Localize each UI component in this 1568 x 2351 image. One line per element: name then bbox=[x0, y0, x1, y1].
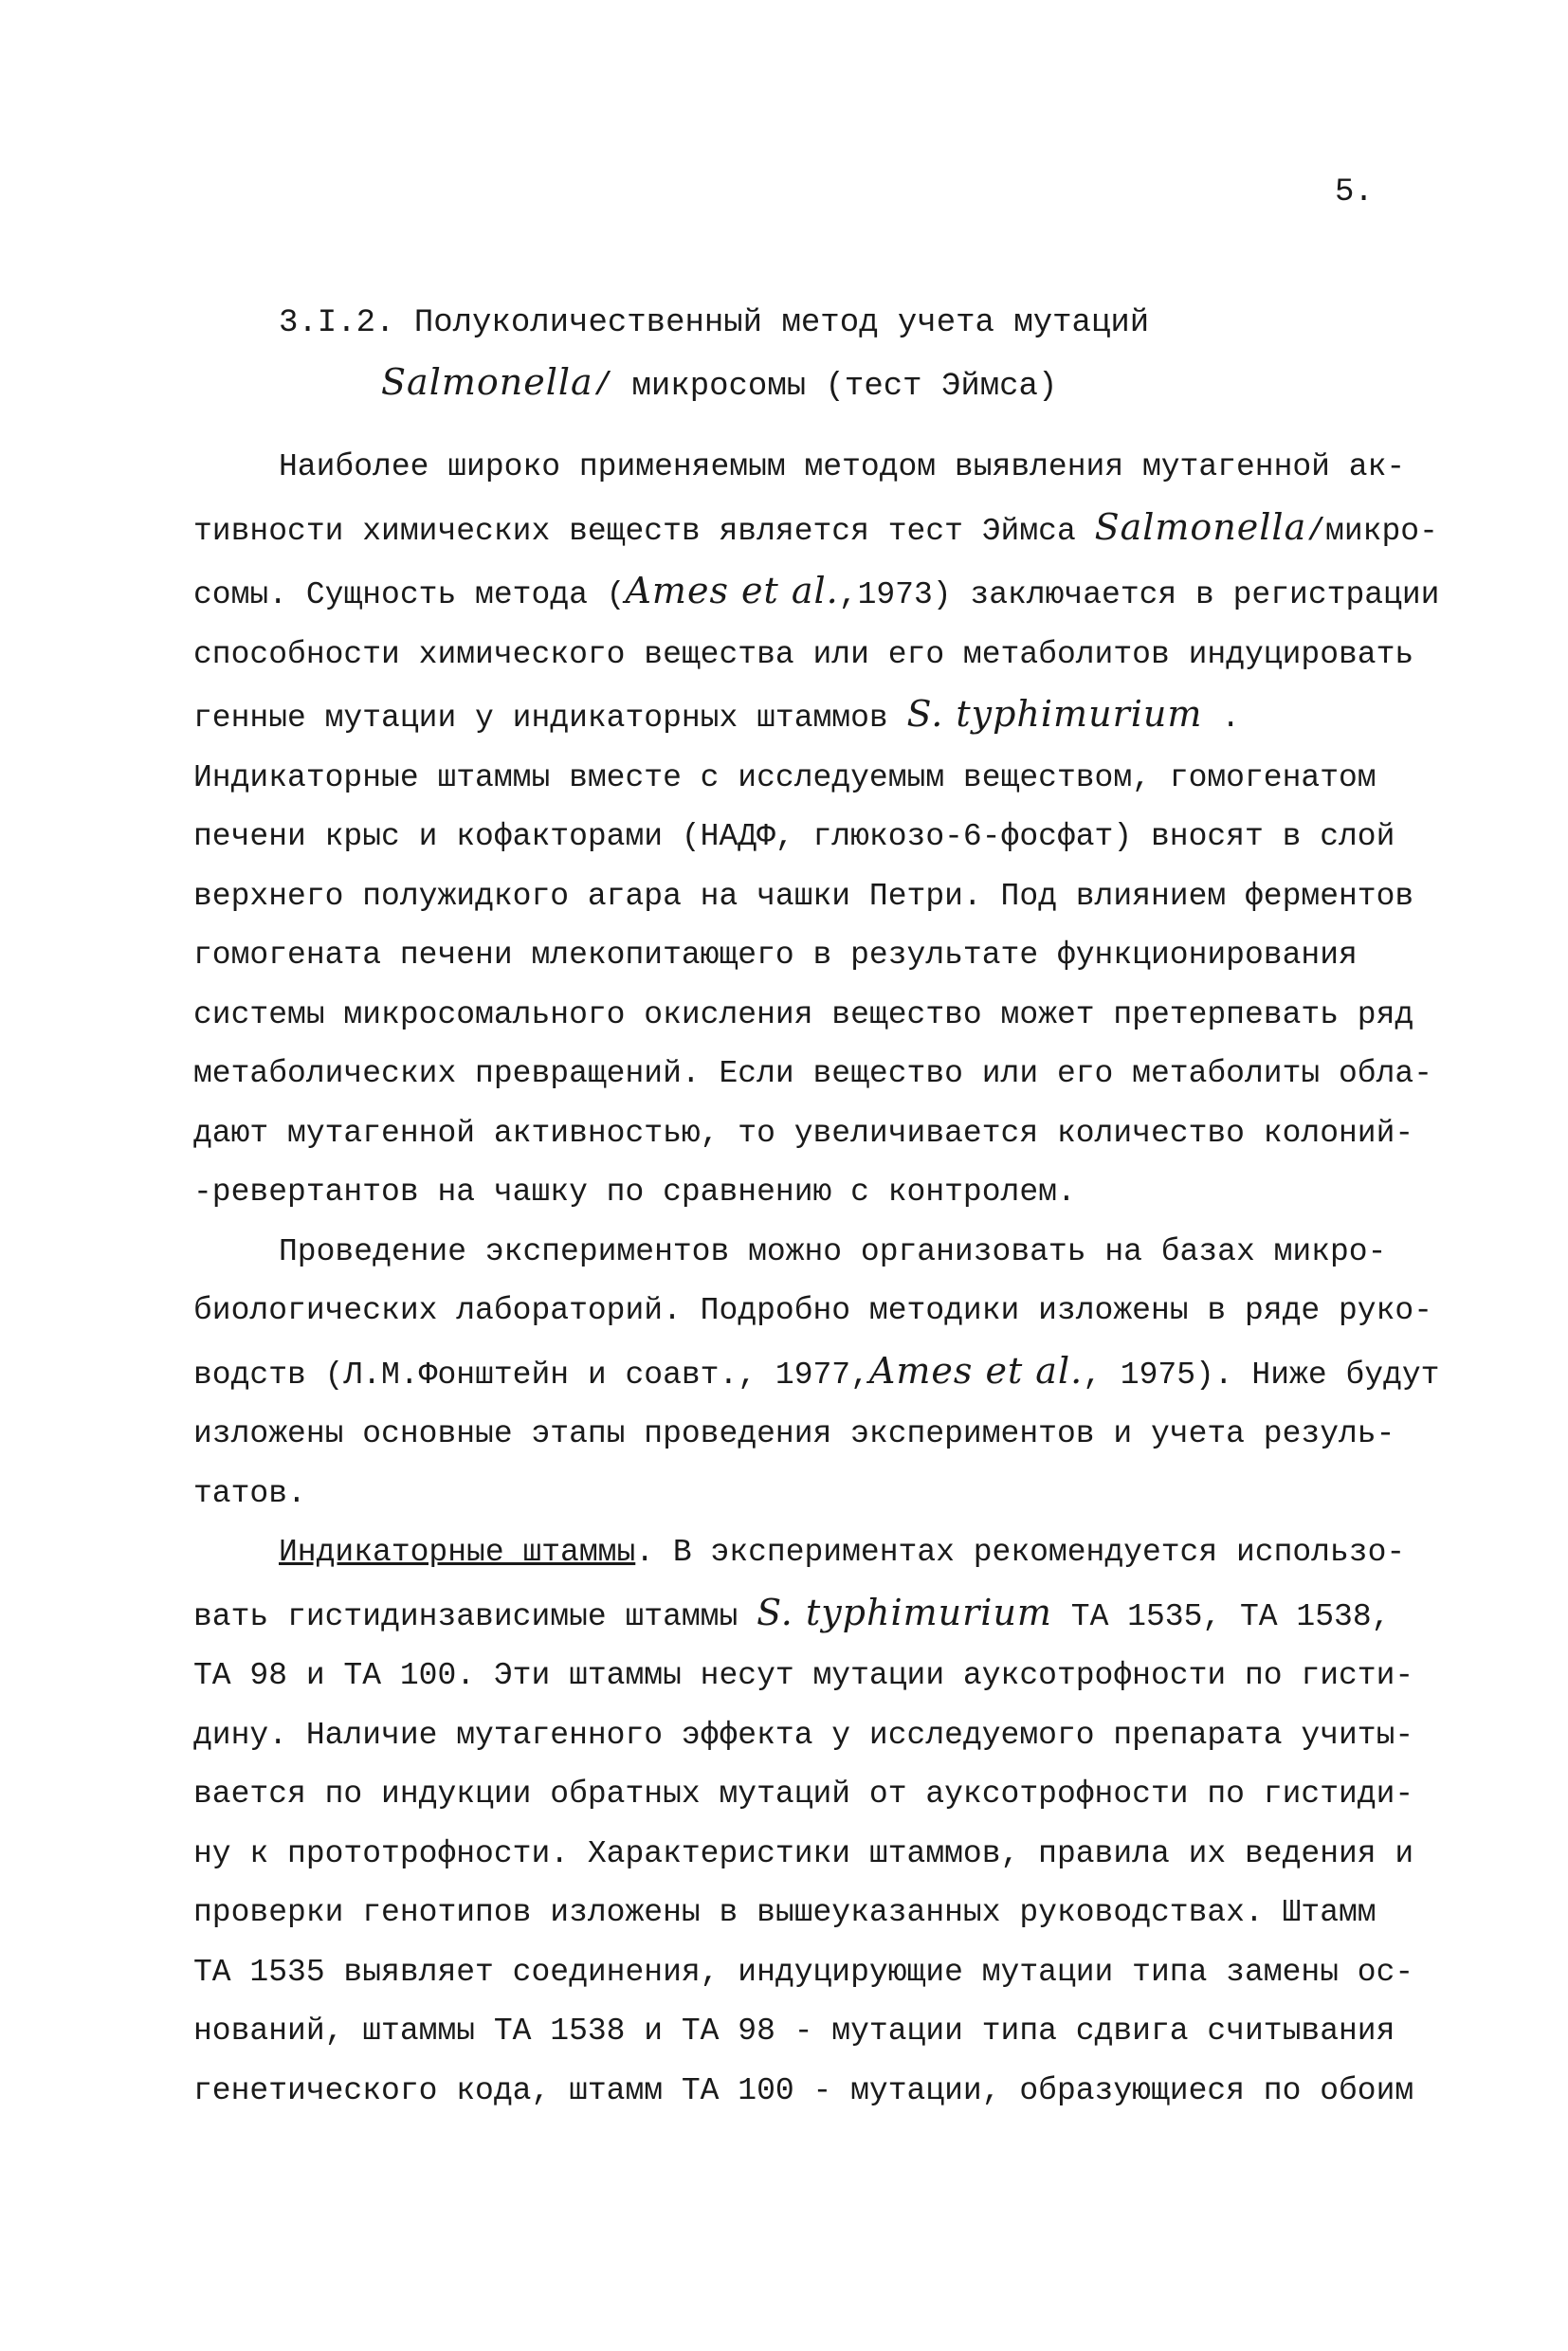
text-line bbox=[193, 561, 1440, 626]
handwritten-insert: Ames et al. bbox=[625, 570, 839, 611]
text-line: изложены основные этапы проведения экспериментов и учета резуль- bbox=[193, 1416, 1395, 1451]
text-line bbox=[193, 684, 1397, 749]
text-line bbox=[193, 1583, 1397, 1648]
underlined-term: Индикаторные штаммы bbox=[279, 1535, 636, 1570]
text-line: ну к прототрофности. Характеристики штаммов, правила их ведения и bbox=[193, 1835, 1414, 1871]
text-line: метаболических превращений. Если вещество или его метаболиты обла- bbox=[193, 1056, 1433, 1091]
text-fragment: генные мутации у индикаторных штаммов bbox=[193, 701, 907, 736]
text-fragment: ,1973) заключается в регистрации bbox=[838, 577, 1440, 612]
paragraph-experiments bbox=[193, 1223, 1440, 1524]
text-line: ТА 1535 выявляет соединения, индуцирующие мутации типа замены ос- bbox=[193, 1954, 1414, 1990]
handwritten-insert: S. typhimurium bbox=[757, 1591, 1052, 1633]
section-heading bbox=[279, 294, 1149, 416]
text-line: Индикаторные штаммы вместе с исследуемым веществом, гомогенатом bbox=[193, 759, 1377, 795]
text-line: ТА 98 и ТА 100. Эти штаммы несут мутации ауксотрофности по гисти- bbox=[193, 1658, 1414, 1693]
text-line: Проведение экспериментов можно организовать на базах микро- bbox=[279, 1233, 1387, 1269]
handwritten-insert: Ames et al. bbox=[868, 1349, 1084, 1392]
handwritten-insert: S. typhimurium bbox=[906, 693, 1203, 735]
text-line: Наиболее широко применяемым методом выявления мутагенной ак- bbox=[279, 449, 1406, 484]
text-fragment: . bbox=[1202, 701, 1240, 736]
text-fragment: тивности химических веществ является тест Эймса bbox=[193, 513, 1095, 549]
text-line: -ревертантов на чашку по сравнению с контролем. bbox=[193, 1175, 1076, 1210]
body-text bbox=[193, 438, 1440, 2121]
text-line: татов. bbox=[193, 1475, 306, 1511]
handwritten-organism-name: Salmonella bbox=[381, 361, 593, 403]
section-heading-title: 3.I.2. Полуколичественный метод учета мутаций bbox=[279, 305, 1150, 341]
text-line: дают мутагенной активностью, то увеличивается количество колоний- bbox=[193, 1115, 1414, 1151]
section-heading-subtitle bbox=[279, 353, 1149, 416]
handwritten-insert: Salmonella bbox=[1094, 505, 1307, 548]
text-fragment: , 1975). Ниже будут bbox=[1083, 1357, 1440, 1393]
text-fragment: сомы. Сущность метода ( bbox=[193, 577, 626, 612]
text-fragment: вать гистидинзависимые штаммы bbox=[193, 1598, 757, 1634]
text-fragment: /микро- bbox=[1306, 513, 1438, 549]
text-line: биологических лабораторий. Подробно методики изложены в ряде руко- bbox=[193, 1293, 1433, 1328]
text-fragment: водств (Л.М.Фонштейн и соавт., 1977, bbox=[193, 1357, 869, 1393]
text-line: верхнего полужидкого агара на чашки Петри. Под влиянием ферментов bbox=[193, 878, 1414, 914]
text-line: гомогената печени млекопитающего в результате функционирования bbox=[193, 938, 1358, 973]
text-line bbox=[193, 1341, 1440, 1406]
text-line: способности химического вещества или его метаболитов индуцировать bbox=[193, 636, 1414, 672]
text-line: системы микросомального окисления вещество может претерпевать ряд bbox=[193, 996, 1414, 1032]
text-fragment: ТА 1535, ТА 1538, bbox=[1051, 1598, 1391, 1634]
text-line: печени крыс и кофакторами (НАДФ, глюкозо-6-фосфат) вносят в слой bbox=[193, 819, 1395, 854]
text-line bbox=[193, 498, 1438, 562]
text-line: нований, штаммы ТА 1538 и ТА 98 - мутации типа сдвига считывания bbox=[193, 2014, 1395, 2049]
page-number: 5. bbox=[1335, 174, 1374, 210]
section-heading-subtitle-text: / микросомы (тест Эймса) bbox=[593, 369, 1058, 405]
paragraph-indicator-strains bbox=[193, 1523, 1414, 2121]
text-line: вается по индукции обратных мутаций от ауксотрофности по гистиди- bbox=[193, 1777, 1414, 1812]
text-fragment: . В экспериментах рекомендуется использо- bbox=[635, 1535, 1406, 1570]
paragraph-ames-test-intro bbox=[193, 438, 1440, 1223]
text-line: проверки генотипов изложены в вышеуказанных руководствах. Штамм bbox=[193, 1895, 1377, 1930]
text-line: дину. Наличие мутагенного эффекта у исследуемого препарата учиты- bbox=[193, 1717, 1414, 1753]
text-line bbox=[193, 1523, 1406, 1583]
text-line: генетического кода, штамм ТА 100 - мутации, образующиеся по обоим bbox=[193, 2072, 1414, 2108]
